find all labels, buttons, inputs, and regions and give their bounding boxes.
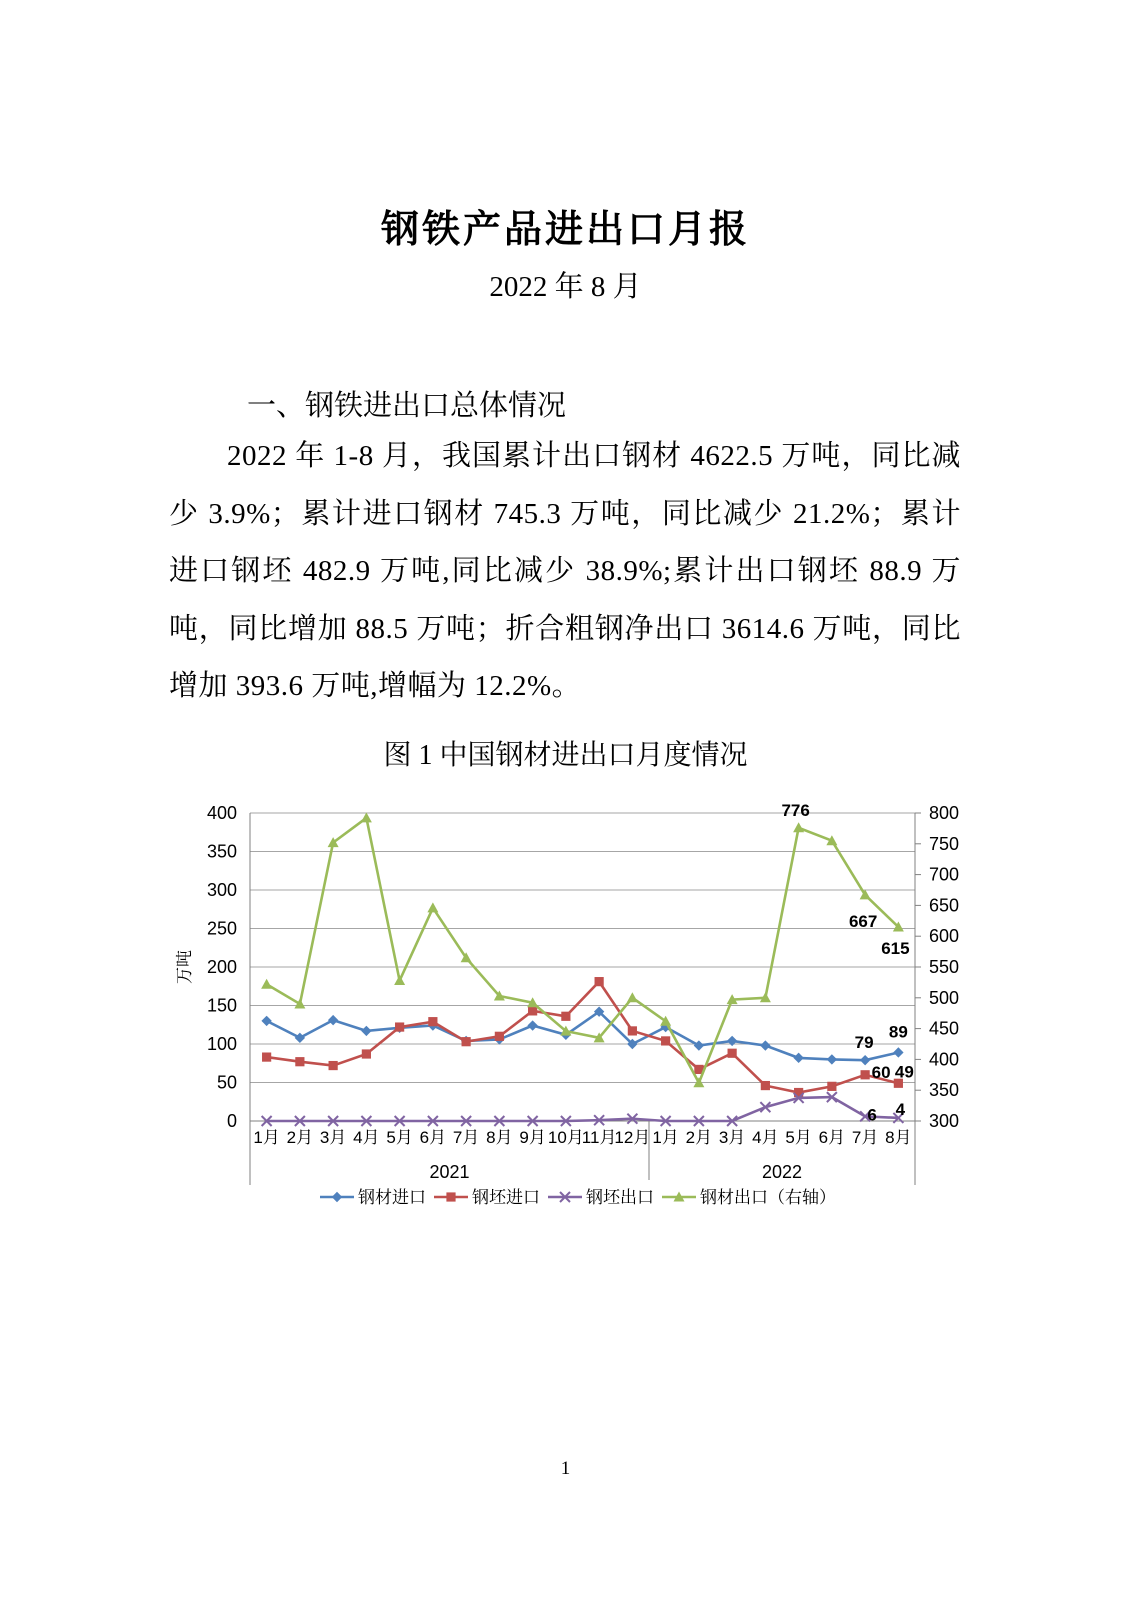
month-label: 12月	[614, 1128, 651, 1147]
month-label: 7月	[851, 1128, 879, 1147]
month-label: 11月	[581, 1128, 617, 1147]
series-marker-square	[561, 1012, 570, 1021]
month-label: 1月	[652, 1128, 679, 1147]
month-label: 5月	[785, 1128, 812, 1147]
month-label: 8月	[486, 1128, 513, 1147]
series-marker-square	[528, 1006, 537, 1015]
series-marker-diamond	[860, 1055, 870, 1065]
right-axis-tick-label: 450	[929, 1018, 960, 1039]
series-marker-square	[462, 1037, 471, 1046]
data-label: 49	[894, 1062, 914, 1082]
month-label: 6月	[419, 1128, 447, 1147]
data-label: 6	[867, 1105, 877, 1125]
right-axis-tick-label: 400	[929, 1049, 960, 1070]
month-label: 7月	[452, 1128, 480, 1147]
legend-label: 钢材进口	[358, 1188, 426, 1207]
series-marker-diamond	[793, 1053, 803, 1063]
month-label: 2月	[286, 1128, 314, 1147]
series-marker-diamond	[827, 1054, 837, 1064]
left-axis-tick-label: 100	[206, 1034, 237, 1054]
month-label: 6月	[818, 1128, 846, 1147]
series-line-3	[267, 818, 899, 1083]
document-subtitle: 2022 年 8 月	[489, 271, 642, 303]
series-marker-triangle	[394, 975, 405, 985]
month-label: 10月	[547, 1128, 584, 1147]
series-line-0	[267, 1012, 899, 1060]
right-axis-tick-label: 500	[929, 987, 960, 1008]
month-label: 5月	[386, 1128, 413, 1147]
data-label: 60	[871, 1062, 891, 1082]
figure-caption: 图 1 中国钢材进出口月度情况	[383, 740, 748, 771]
legend-item-2	[548, 1188, 654, 1207]
series-marker-diamond	[361, 1026, 371, 1036]
legend-label: 钢坯出口	[586, 1188, 654, 1207]
left-axis-tick-label: 0	[226, 1111, 237, 1131]
month-label: 9月	[519, 1128, 546, 1147]
legend-label: 钢材出口（右轴）	[700, 1188, 836, 1207]
document-title: 钢铁产品进出口月报	[380, 209, 750, 251]
series-marker-diamond	[893, 1047, 903, 1057]
body-paragraph: 2022 年 1-8 月，我国累计出口钢材 4622.5 万吨，同比减少 3.9%；累计进口钢材 745.3 万吨，同比减少 21.2%；累计进口钢坯 482.9 万吨,同比减少 38.9%;累计出口钢坯 88.9 万吨，同比增加 88.5 万吨；折合粗钢净出口 3614.6 万吨，同比增加 393.6 万吨,增幅为 12.2%。	[169, 440, 961, 702]
section-heading: 一、钢铁进出口总体情况	[247, 390, 567, 422]
month-label: 8月	[885, 1128, 912, 1147]
right-axis-tick-label: 550	[929, 957, 960, 977]
month-label: 3月	[319, 1128, 347, 1147]
left-axis-tick-label: 50	[216, 1072, 237, 1093]
series-marker-triangle	[361, 812, 372, 822]
series-marker-triangle	[793, 822, 804, 832]
series-marker-diamond	[527, 1020, 537, 1030]
series-marker-diamond	[332, 1192, 342, 1202]
series-marker-square	[827, 1082, 836, 1091]
right-axis-tick-label: 300	[929, 1111, 960, 1131]
page-number: 1	[560, 1458, 571, 1479]
data-label: 615	[881, 938, 910, 958]
right-axis-tick-label: 750	[929, 833, 960, 854]
data-label: 776	[781, 800, 810, 820]
series-marker-triangle	[627, 992, 638, 1002]
series-marker-triangle	[427, 902, 438, 912]
figure1-chart-svg	[160, 775, 990, 1215]
legend-label: 钢坯进口	[472, 1188, 540, 1207]
month-label: 4月	[353, 1128, 380, 1147]
series-marker-diamond	[760, 1040, 770, 1050]
series-marker-square	[861, 1070, 870, 1079]
series-marker-square	[728, 1049, 737, 1058]
series-marker-square	[446, 1192, 455, 1201]
legend-item-3	[662, 1188, 836, 1207]
series-line-1	[267, 982, 899, 1093]
left-axis-tick-label: 400	[206, 803, 237, 823]
data-label: 89	[888, 1022, 908, 1042]
legend-item-0	[320, 1188, 426, 1207]
series-marker-square	[428, 1017, 437, 1026]
series-marker-square	[595, 977, 604, 986]
month-label: 3月	[718, 1128, 746, 1147]
data-label: 4	[895, 1099, 906, 1119]
month-label: 1月	[253, 1128, 280, 1147]
series-marker-diamond	[295, 1033, 305, 1043]
month-label: 2月	[685, 1128, 713, 1147]
figure1-chart	[160, 775, 990, 1215]
month-label: 4月	[752, 1128, 779, 1147]
series-marker-square	[329, 1061, 338, 1070]
left-axis-tick-label: 200	[206, 957, 237, 977]
left-axis-tick-label: 150	[206, 995, 237, 1016]
left-axis-tick-label: 250	[206, 918, 237, 939]
data-label: 79	[854, 1033, 874, 1053]
series-marker-triangle	[294, 998, 305, 1008]
series-marker-square	[661, 1036, 670, 1045]
legend-item-1	[434, 1188, 540, 1207]
series-marker-square	[628, 1026, 637, 1035]
data-label: 667	[848, 911, 878, 931]
series-marker-diamond	[727, 1036, 737, 1046]
series-marker-square	[395, 1022, 404, 1031]
right-axis-tick-label: 800	[929, 803, 960, 823]
right-axis-tick-label: 650	[929, 895, 960, 916]
series-marker-square	[262, 1052, 271, 1061]
series-marker-square	[495, 1032, 504, 1041]
series-marker-square	[295, 1057, 304, 1066]
left-axis-title: 万吨	[175, 950, 194, 984]
series-marker-triangle	[261, 979, 272, 989]
right-axis-tick-label: 600	[929, 926, 960, 947]
year-label: 2022	[761, 1162, 803, 1182]
left-axis-tick-label: 300	[206, 880, 237, 900]
series-marker-square	[761, 1081, 770, 1090]
right-axis-tick-label: 350	[929, 1080, 960, 1101]
series-marker-diamond	[261, 1016, 271, 1026]
series-marker-diamond	[328, 1015, 338, 1025]
year-label: 2021	[429, 1162, 470, 1182]
series-line-2	[267, 1097, 899, 1121]
left-axis-tick-label: 350	[206, 841, 237, 862]
right-axis-tick-label: 700	[929, 864, 960, 885]
series-marker-square	[362, 1049, 371, 1058]
series-marker-diamond	[694, 1040, 704, 1050]
